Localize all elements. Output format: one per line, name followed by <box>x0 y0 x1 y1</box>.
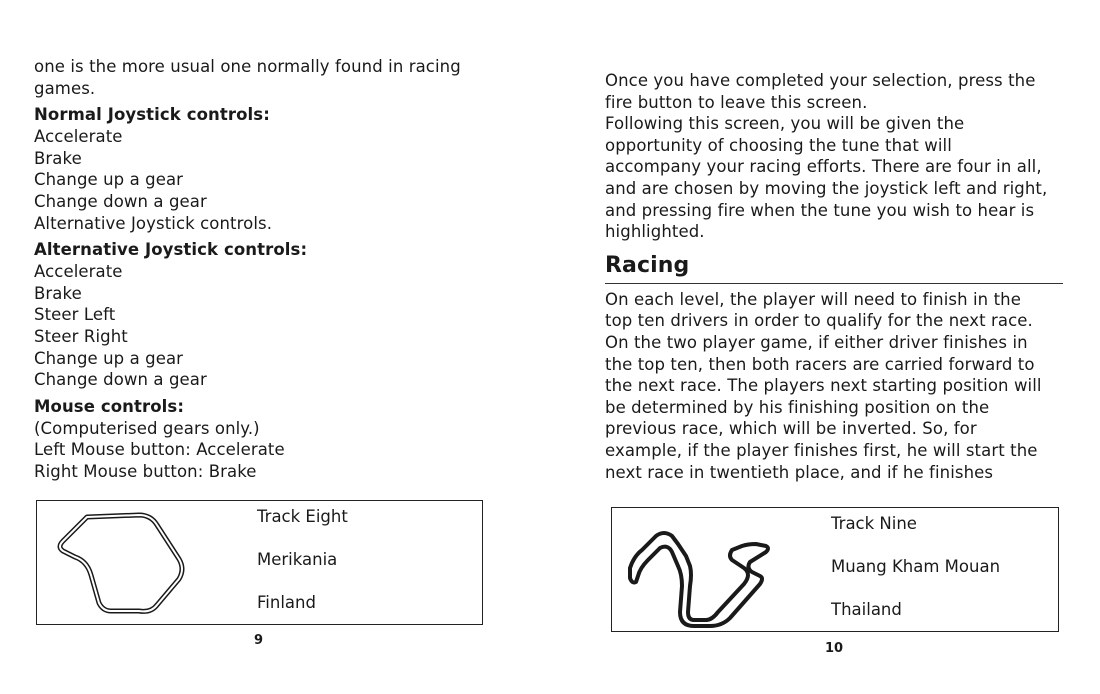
control-item: Change up a gear <box>34 170 184 190</box>
track-nine-box <box>611 507 1059 632</box>
paragraph-line: previous race, which will be inverted. So, for <box>605 419 977 439</box>
track-eight-map-icon <box>51 505 211 625</box>
control-item: (Computerised gears only.) <box>34 418 260 438</box>
track-nine-map-icon <box>620 516 800 636</box>
paragraph-line: the next race. The players next starting position will <box>605 376 1042 396</box>
intro-line: one is the more usual one normally found in racing <box>34 57 461 76</box>
paragraph-line: fire button to leave this screen. <box>605 92 868 112</box>
paragraph-line: next race in twentieth place, and if he finishes <box>605 462 994 482</box>
paragraph-line: accompany your racing efforts. There are four in all, <box>605 157 1042 177</box>
paragraph-line: and pressing fire when the tune you wish to hear is <box>605 200 1035 220</box>
right-page <box>550 0 1100 694</box>
control-item: Change down a gear <box>34 191 207 211</box>
page-number: 9 <box>254 633 264 648</box>
paragraph-line: the top ten, then both racers are carried forward to <box>605 354 1035 374</box>
control-item: Accelerate <box>34 127 123 147</box>
right-column-text <box>605 70 1075 483</box>
section-divider <box>605 283 1063 284</box>
paragraph-line: example, if the player finishes first, he will start the <box>605 440 1038 460</box>
control-item: Brake <box>34 148 82 168</box>
normal-joystick-heading: Normal Joystick controls: <box>34 105 270 125</box>
control-item: Left Mouse button: Accelerate <box>34 440 285 460</box>
track-circuit: Merikania <box>257 550 338 569</box>
paragraph-line: and are chosen by moving the joystick left and right, <box>605 178 1048 198</box>
track-name: Track Nine <box>831 514 917 533</box>
control-item: Alternative Joystick controls. <box>34 213 273 233</box>
paragraph-line: highlighted. <box>605 222 705 242</box>
mouse-controls-heading: Mouse controls: <box>34 396 185 416</box>
left-column-text <box>34 56 504 483</box>
paragraph-line: On the two player game, if either driver finishes in <box>605 332 1028 352</box>
control-item: Change up a gear <box>34 348 184 368</box>
control-item: Steer Left <box>34 305 116 325</box>
control-item: Steer Right <box>34 326 128 346</box>
paragraph-line: Once you have completed your selection, press the <box>605 71 1036 90</box>
control-item: Accelerate <box>34 262 123 282</box>
control-item: Right Mouse button: Brake <box>34 461 257 481</box>
alternative-joystick-heading: Alternative Joystick controls: <box>34 240 308 260</box>
track-country: Finland <box>257 593 316 612</box>
paragraph-line: top ten drivers in order to qualify for the next race. <box>605 311 1033 331</box>
track-country: Thailand <box>831 600 902 619</box>
section-title-racing: Racing <box>605 252 690 278</box>
paragraph-line: be determined by his finishing position on the <box>605 397 990 417</box>
control-item: Change down a gear <box>34 370 207 390</box>
page-number: 10 <box>825 641 844 656</box>
control-item: Brake <box>34 283 82 303</box>
paragraph-line: Following this screen, you will be given the <box>605 114 965 134</box>
track-circuit: Muang Kham Mouan <box>831 557 1001 576</box>
paragraph-line: opportunity of choosing the tune that will <box>605 135 952 155</box>
intro-line: games. <box>34 78 96 98</box>
track-name: Track Eight <box>257 507 348 526</box>
track-eight-box <box>36 500 483 625</box>
track-eight-info <box>257 506 348 635</box>
track-nine-info <box>831 513 1000 642</box>
paragraph-line: On each level, the player will need to finish in the <box>605 289 1021 309</box>
